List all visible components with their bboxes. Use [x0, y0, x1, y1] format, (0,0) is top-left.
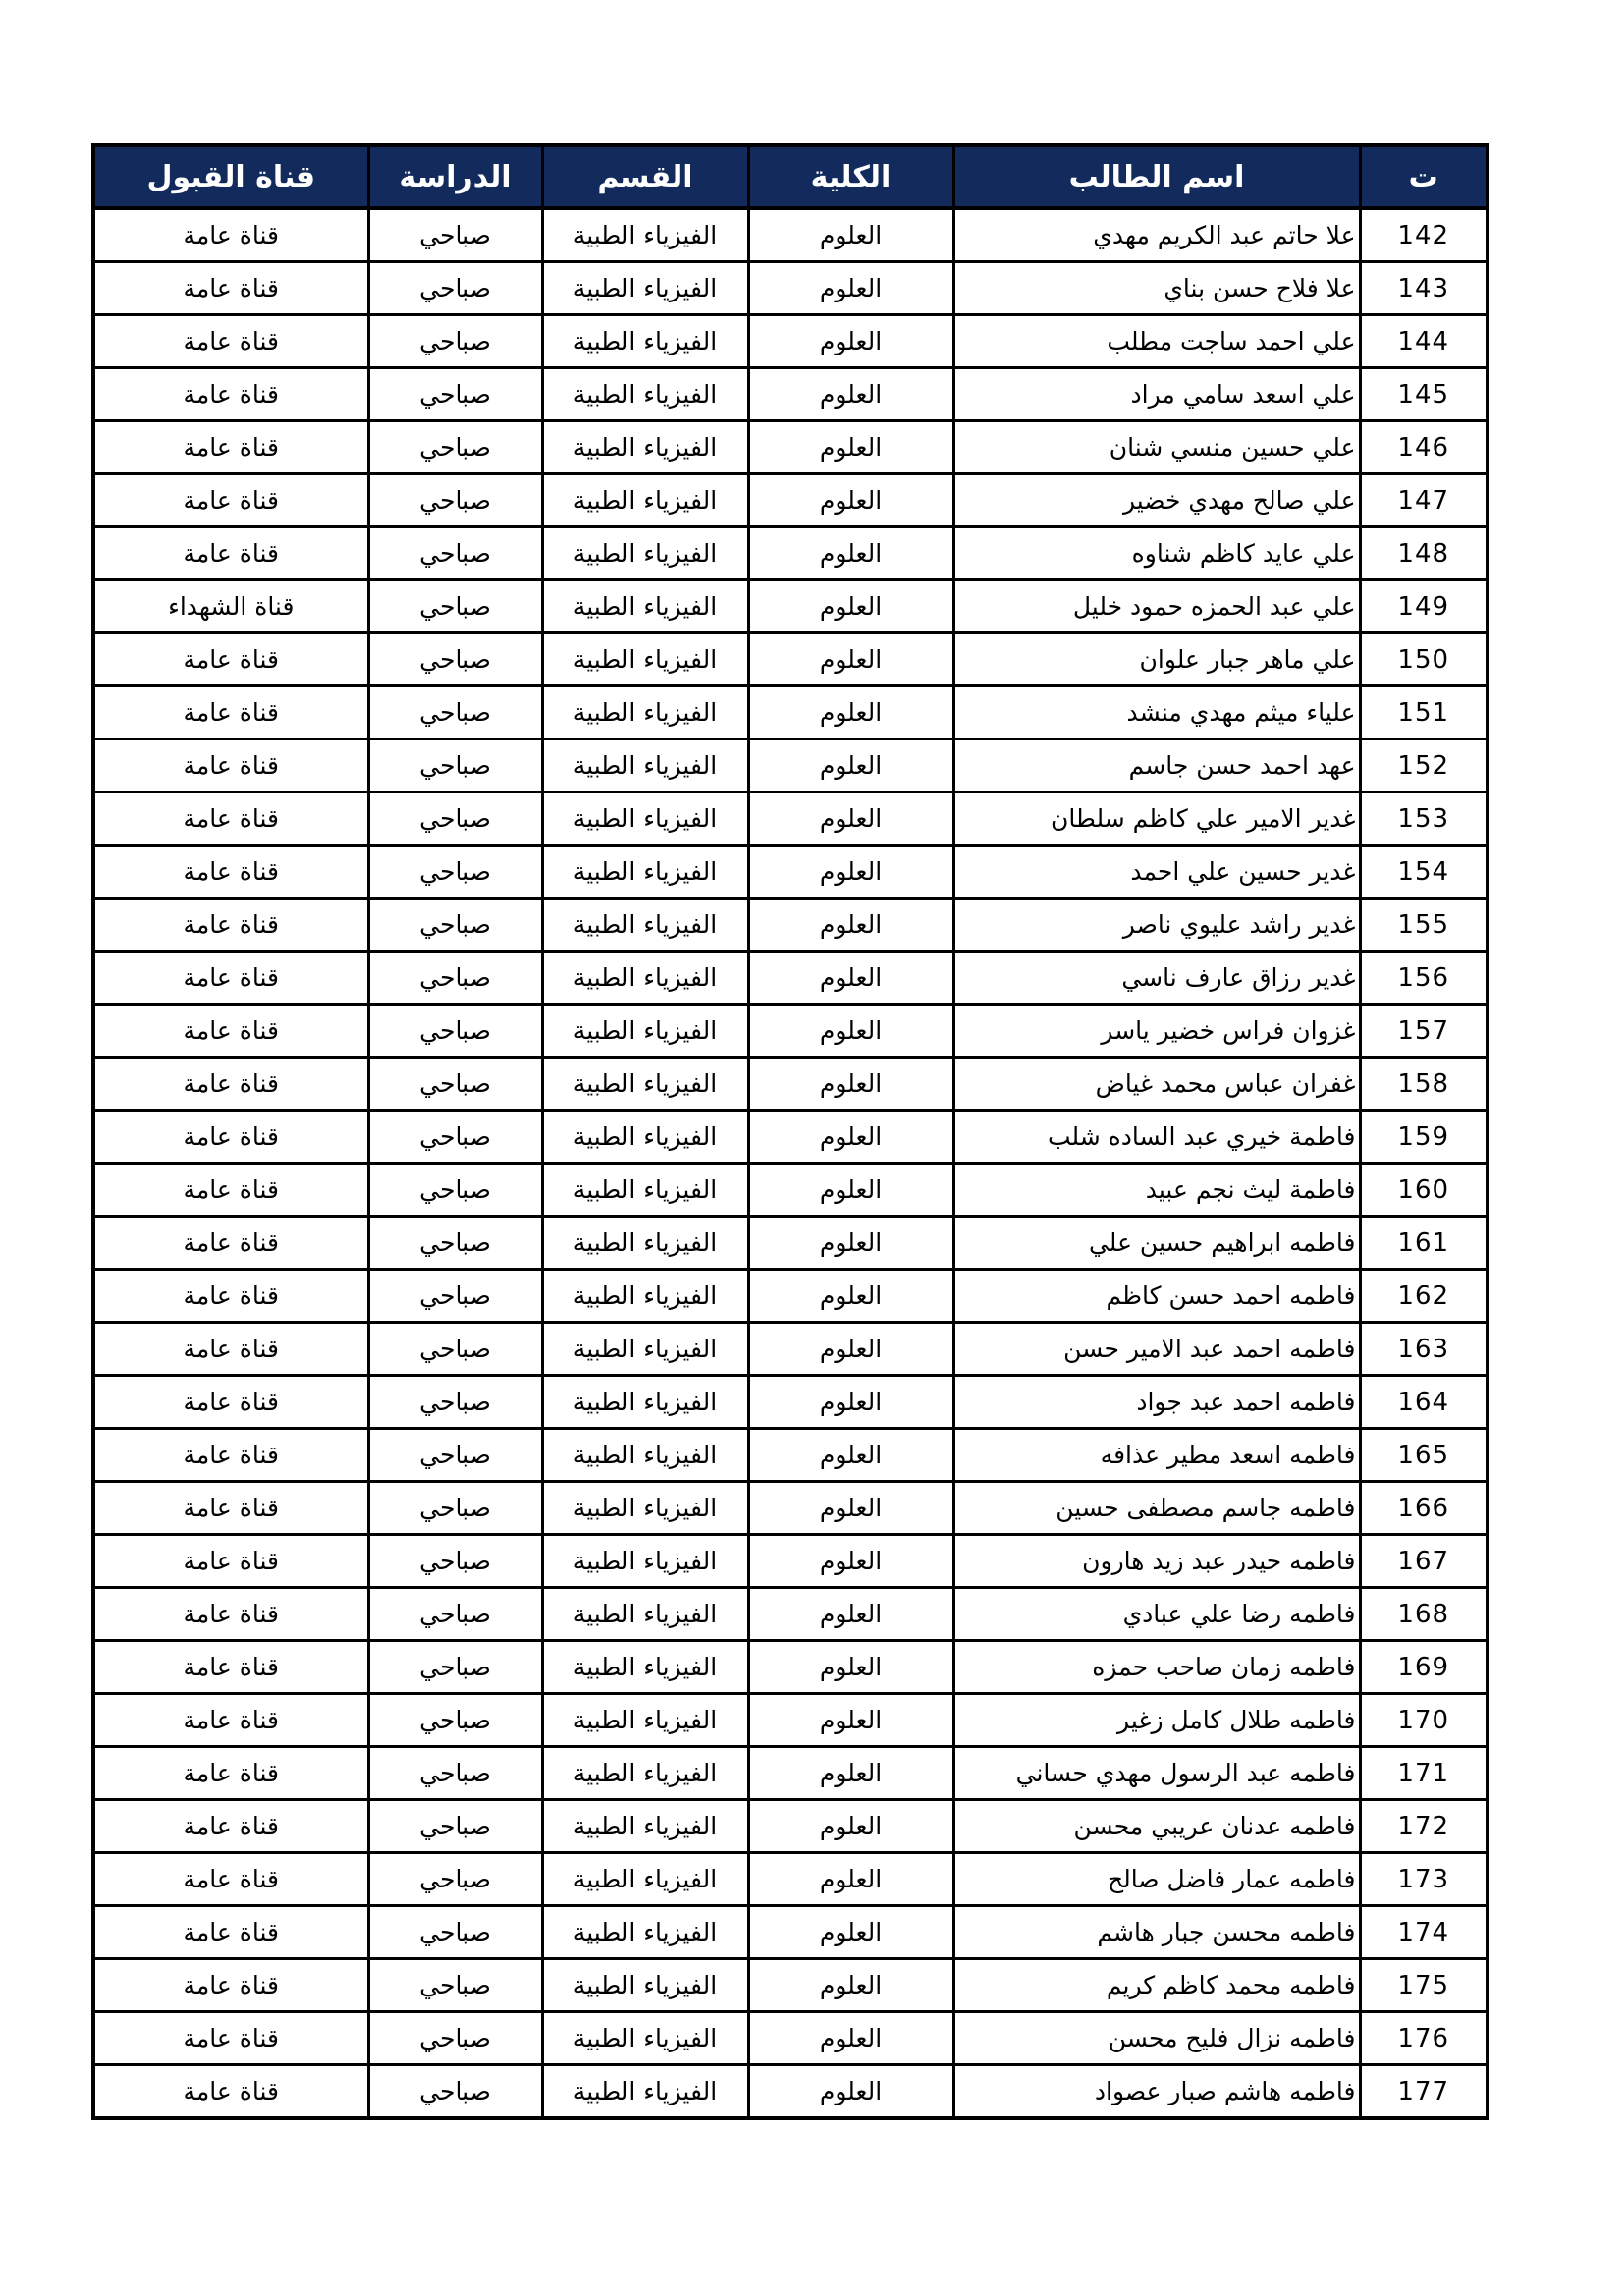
study-type-cell: صباحي — [368, 1959, 542, 2012]
table-row — [93, 262, 1488, 315]
study-type-cell: صباحي — [368, 1376, 542, 1429]
header-department: القسم — [542, 145, 748, 208]
student-name-cell: علي عبد الحمزه حمود خليل — [953, 580, 1360, 633]
admission-channel-cell: قناة عامة — [93, 1376, 368, 1429]
study-type-cell: صباحي — [368, 1853, 542, 1906]
admission-channel-cell: قناة عامة — [93, 1482, 368, 1535]
study-type-cell: صباحي — [368, 208, 542, 262]
admission-channel-cell: قناة عامة — [93, 1005, 368, 1058]
table-row — [93, 2065, 1488, 2119]
department-cell: الفيزياء الطبية — [542, 1906, 748, 1959]
row-number-cell: 156 — [1360, 952, 1488, 1005]
admission-channel-cell: قناة عامة — [93, 1270, 368, 1323]
admission-channel-cell: قناة عامة — [93, 208, 368, 262]
admission-channel-cell: قناة عامة — [93, 846, 368, 899]
department-cell: الفيزياء الطبية — [542, 1747, 748, 1800]
study-type-cell: صباحي — [368, 899, 542, 952]
table-row — [93, 1376, 1488, 1429]
admission-channel-cell: قناة عامة — [93, 2012, 368, 2065]
admission-channel-cell: قناة عامة — [93, 739, 368, 793]
table-row — [93, 474, 1488, 527]
row-number-cell: 176 — [1360, 2012, 1488, 2065]
study-type-cell: صباحي — [368, 527, 542, 580]
department-cell: الفيزياء الطبية — [542, 262, 748, 315]
college-cell: العلوم — [748, 527, 953, 580]
student-name-cell: فاطمه محسن جبار هاشم — [953, 1906, 1360, 1959]
college-cell: العلوم — [748, 1217, 953, 1270]
table-row — [93, 899, 1488, 952]
department-cell: الفيزياء الطبية — [542, 633, 748, 686]
college-cell: العلوم — [748, 1853, 953, 1906]
department-cell: الفيزياء الطبية — [542, 1270, 748, 1323]
student-name-cell: فاطمه اسعد مطير عذافه — [953, 1429, 1360, 1482]
college-cell: العلوم — [748, 1747, 953, 1800]
row-number-cell: 162 — [1360, 1270, 1488, 1323]
table-row — [93, 1217, 1488, 1270]
header-admission-channel: قناة القبول — [93, 145, 368, 208]
student-name-cell: فاطمه احمد حسن كاظم — [953, 1270, 1360, 1323]
college-cell: العلوم — [748, 1800, 953, 1853]
study-type-cell: صباحي — [368, 1535, 542, 1588]
admission-channel-cell: قناة عامة — [93, 793, 368, 846]
department-cell: الفيزياء الطبية — [542, 2065, 748, 2119]
table-row — [93, 1906, 1488, 1959]
student-name-cell: فاطمه احمد عبد الامير حسن — [953, 1323, 1360, 1376]
department-cell: الفيزياء الطبية — [542, 208, 748, 262]
admission-channel-cell: قناة عامة — [93, 1641, 368, 1694]
college-cell: العلوم — [748, 1429, 953, 1482]
college-cell: العلوم — [748, 315, 953, 368]
study-type-cell: صباحي — [368, 1588, 542, 1641]
admission-channel-cell: قناة عامة — [93, 1323, 368, 1376]
study-type-cell: صباحي — [368, 1217, 542, 1270]
department-cell: الفيزياء الطبية — [542, 1853, 748, 1906]
row-number-cell: 154 — [1360, 846, 1488, 899]
table-row — [93, 208, 1488, 262]
row-number-cell: 148 — [1360, 527, 1488, 580]
admission-channel-cell: قناة عامة — [93, 262, 368, 315]
table-row — [93, 1005, 1488, 1058]
table-row — [93, 1270, 1488, 1323]
study-type-cell: صباحي — [368, 262, 542, 315]
student-name-cell: فاطمه عبد الرسول مهدي حساني — [953, 1747, 1360, 1800]
study-type-cell: صباحي — [368, 686, 542, 739]
table-row — [93, 421, 1488, 474]
student-name-cell: علي احمد ساجت مطلب — [953, 315, 1360, 368]
student-name-cell: فاطمة خيري عبد الساده شلب — [953, 1111, 1360, 1164]
student-name-cell: غدير راشد عليوي ناصر — [953, 899, 1360, 952]
study-type-cell: صباحي — [368, 1694, 542, 1747]
department-cell: الفيزياء الطبية — [542, 2012, 748, 2065]
row-number-cell: 168 — [1360, 1588, 1488, 1641]
table-row — [93, 633, 1488, 686]
admission-channel-cell: قناة عامة — [93, 1853, 368, 1906]
study-type-cell: صباحي — [368, 580, 542, 633]
table-row — [93, 952, 1488, 1005]
college-cell: العلوم — [748, 899, 953, 952]
table-row — [93, 1111, 1488, 1164]
row-number-cell: 147 — [1360, 474, 1488, 527]
student-name-cell: علياء ميثم مهدي منشد — [953, 686, 1360, 739]
admission-channel-cell: قناة عامة — [93, 633, 368, 686]
admission-channel-cell: قناة عامة — [93, 686, 368, 739]
header-row — [93, 145, 1488, 208]
admission-channel-cell: قناة عامة — [93, 1217, 368, 1270]
study-type-cell: صباحي — [368, 952, 542, 1005]
student-name-cell: فاطمه هاشم صبار عصواد — [953, 2065, 1360, 2119]
student-name-cell: فاطمه عدنان عريبي محسن — [953, 1800, 1360, 1853]
row-number-cell: 158 — [1360, 1058, 1488, 1111]
row-number-cell: 160 — [1360, 1164, 1488, 1217]
department-cell: الفيزياء الطبية — [542, 1217, 748, 1270]
header-student-name: اسم الطالب — [953, 145, 1360, 208]
admission-channel-cell: قناة عامة — [93, 1535, 368, 1588]
admission-channel-cell: قناة عامة — [93, 315, 368, 368]
table-row — [93, 1535, 1488, 1588]
college-cell: العلوم — [748, 208, 953, 262]
department-cell: الفيزياء الطبية — [542, 1535, 748, 1588]
college-cell: العلوم — [748, 368, 953, 421]
college-cell: العلوم — [748, 1906, 953, 1959]
study-type-cell: صباحي — [368, 1641, 542, 1694]
college-cell: العلوم — [748, 793, 953, 846]
department-cell: الفيزياء الطبية — [542, 952, 748, 1005]
row-number-cell: 145 — [1360, 368, 1488, 421]
study-type-cell: صباحي — [368, 2012, 542, 2065]
department-cell: الفيزياء الطبية — [542, 899, 748, 952]
admission-channel-cell: قناة الشهداء — [93, 580, 368, 633]
row-number-cell: 165 — [1360, 1429, 1488, 1482]
table-row — [93, 1058, 1488, 1111]
row-number-cell: 153 — [1360, 793, 1488, 846]
row-number-cell: 174 — [1360, 1906, 1488, 1959]
header-row-number: ت — [1360, 145, 1488, 208]
table-row — [93, 1323, 1488, 1376]
admission-channel-cell: قناة عامة — [93, 952, 368, 1005]
row-number-cell: 149 — [1360, 580, 1488, 633]
study-type-cell: صباحي — [368, 474, 542, 527]
table-row — [93, 580, 1488, 633]
department-cell: الفيزياء الطبية — [542, 793, 748, 846]
student-name-cell: فاطمة ليث نجم عبيد — [953, 1164, 1360, 1217]
row-number-cell: 173 — [1360, 1853, 1488, 1906]
row-number-cell: 152 — [1360, 739, 1488, 793]
row-number-cell: 159 — [1360, 1111, 1488, 1164]
admission-channel-cell: قناة عامة — [93, 899, 368, 952]
admission-channel-cell: قناة عامة — [93, 527, 368, 580]
admission-channel-cell: قناة عامة — [93, 2065, 368, 2119]
study-type-cell: صباحي — [368, 793, 542, 846]
student-name-cell: غدير رزاق عارف ناسي — [953, 952, 1360, 1005]
row-number-cell: 166 — [1360, 1482, 1488, 1535]
table-row — [93, 2012, 1488, 2065]
table-row — [93, 1429, 1488, 1482]
department-cell: الفيزياء الطبية — [542, 1959, 748, 2012]
college-cell: العلوم — [748, 474, 953, 527]
row-number-cell: 164 — [1360, 1376, 1488, 1429]
table-row — [93, 793, 1488, 846]
study-type-cell: صباحي — [368, 1111, 542, 1164]
student-name-cell: علي عايد كاظم شناوه — [953, 527, 1360, 580]
department-cell: الفيزياء الطبية — [542, 739, 748, 793]
study-type-cell: صباحي — [368, 1429, 542, 1482]
student-name-cell: غزوان فراس خضير ياسر — [953, 1005, 1360, 1058]
department-cell: الفيزياء الطبية — [542, 1800, 748, 1853]
college-cell: العلوم — [748, 1005, 953, 1058]
student-name-cell: عهد احمد حسن جاسم — [953, 739, 1360, 793]
college-cell: العلوم — [748, 1694, 953, 1747]
table-row — [93, 1959, 1488, 2012]
college-cell: العلوم — [748, 1959, 953, 2012]
college-cell: العلوم — [748, 1323, 953, 1376]
table-row — [93, 1482, 1488, 1535]
study-type-cell: صباحي — [368, 1906, 542, 1959]
table-row — [93, 315, 1488, 368]
college-cell: العلوم — [748, 2012, 953, 2065]
department-cell: الفيزياء الطبية — [542, 686, 748, 739]
student-name-cell: غدير الامير علي كاظم سلطان — [953, 793, 1360, 846]
student-name-cell: فاطمه احمد عبد جواد — [953, 1376, 1360, 1429]
table-row — [93, 1694, 1488, 1747]
department-cell: الفيزياء الطبية — [542, 1164, 748, 1217]
department-cell: الفيزياء الطبية — [542, 1376, 748, 1429]
row-number-cell: 161 — [1360, 1217, 1488, 1270]
study-type-cell: صباحي — [368, 315, 542, 368]
department-cell: الفيزياء الطبية — [542, 1694, 748, 1747]
student-name-cell: علي اسعد سامي مراد — [953, 368, 1360, 421]
admission-channel-cell: قناة عامة — [93, 421, 368, 474]
college-cell: العلوم — [748, 1270, 953, 1323]
study-type-cell: صباحي — [368, 846, 542, 899]
college-cell: العلوم — [748, 421, 953, 474]
row-number-cell: 155 — [1360, 899, 1488, 952]
table-row — [93, 368, 1488, 421]
study-type-cell: صباحي — [368, 1482, 542, 1535]
college-cell: العلوم — [748, 1641, 953, 1694]
study-type-cell: صباحي — [368, 368, 542, 421]
department-cell: الفيزياء الطبية — [542, 1058, 748, 1111]
table-row — [93, 739, 1488, 793]
row-number-cell: 150 — [1360, 633, 1488, 686]
table-row — [93, 1641, 1488, 1694]
admission-channel-cell: قناة عامة — [93, 1694, 368, 1747]
college-cell: العلوم — [748, 1535, 953, 1588]
department-cell: الفيزياء الطبية — [542, 315, 748, 368]
college-cell: العلوم — [748, 1164, 953, 1217]
study-type-cell: صباحي — [368, 1747, 542, 1800]
admission-channel-cell: قناة عامة — [93, 474, 368, 527]
department-cell: الفيزياء الطبية — [542, 1641, 748, 1694]
table-row — [93, 1853, 1488, 1906]
admission-channel-cell: قناة عامة — [93, 1111, 368, 1164]
college-cell: العلوم — [748, 952, 953, 1005]
row-number-cell: 171 — [1360, 1747, 1488, 1800]
department-cell: الفيزياء الطبية — [542, 1588, 748, 1641]
student-name-cell: فاطمه محمد كاظم كريم — [953, 1959, 1360, 2012]
roster-table-body — [93, 208, 1488, 2118]
row-number-cell: 142 — [1360, 208, 1488, 262]
table-row — [93, 527, 1488, 580]
student-name-cell: فاطمه عمار فاضل صالح — [953, 1853, 1360, 1906]
row-number-cell: 151 — [1360, 686, 1488, 739]
college-cell: العلوم — [748, 846, 953, 899]
college-cell: العلوم — [748, 1482, 953, 1535]
study-type-cell: صباحي — [368, 1005, 542, 1058]
table-row — [93, 1588, 1488, 1641]
study-type-cell: صباحي — [368, 633, 542, 686]
student-roster-table — [91, 143, 1489, 2120]
admission-channel-cell: قناة عامة — [93, 1164, 368, 1217]
student-name-cell: فاطمه جاسم مصطفى حسين — [953, 1482, 1360, 1535]
admission-channel-cell: قناة عامة — [93, 1588, 368, 1641]
row-number-cell: 167 — [1360, 1535, 1488, 1588]
student-name-cell: غفران عباس محمد غياض — [953, 1058, 1360, 1111]
row-number-cell: 177 — [1360, 2065, 1488, 2119]
admission-channel-cell: قناة عامة — [93, 1747, 368, 1800]
student-name-cell: فاطمه رضا علي عبادي — [953, 1588, 1360, 1641]
department-cell: الفيزياء الطبية — [542, 846, 748, 899]
student-name-cell: علي صالح مهدي خضير — [953, 474, 1360, 527]
college-cell: العلوم — [748, 686, 953, 739]
admission-channel-cell: قناة عامة — [93, 1906, 368, 1959]
department-cell: الفيزياء الطبية — [542, 1429, 748, 1482]
header-college: الكلية — [748, 145, 953, 208]
student-name-cell: علي ماهر جبار علوان — [953, 633, 1360, 686]
row-number-cell: 146 — [1360, 421, 1488, 474]
study-type-cell: صباحي — [368, 1800, 542, 1853]
student-name-cell: فاطمه نزال فليح محسن — [953, 2012, 1360, 2065]
department-cell: الفيزياء الطبية — [542, 527, 748, 580]
college-cell: العلوم — [748, 2065, 953, 2119]
department-cell: الفيزياء الطبية — [542, 1111, 748, 1164]
department-cell: الفيزياء الطبية — [542, 474, 748, 527]
study-type-cell: صباحي — [368, 1164, 542, 1217]
row-number-cell: 172 — [1360, 1800, 1488, 1853]
table-row — [93, 1164, 1488, 1217]
department-cell: الفيزياء الطبية — [542, 1482, 748, 1535]
department-cell: الفيزياء الطبية — [542, 580, 748, 633]
table-row — [93, 1747, 1488, 1800]
admission-channel-cell: قناة عامة — [93, 1058, 368, 1111]
student-name-cell: فاطمه ابراهيم حسين علي — [953, 1217, 1360, 1270]
study-type-cell: صباحي — [368, 2065, 542, 2119]
header-study-type: الدراسة — [368, 145, 542, 208]
student-name-cell: علا حاتم عبد الكريم مهدي — [953, 208, 1360, 262]
student-name-cell: علي حسين منسي شنان — [953, 421, 1360, 474]
admission-channel-cell: قناة عامة — [93, 1959, 368, 2012]
study-type-cell: صباحي — [368, 421, 542, 474]
college-cell: العلوم — [748, 1058, 953, 1111]
study-type-cell: صباحي — [368, 1058, 542, 1111]
table-row — [93, 846, 1488, 899]
study-type-cell: صباحي — [368, 739, 542, 793]
college-cell: العلوم — [748, 1376, 953, 1429]
admission-channel-cell: قناة عامة — [93, 368, 368, 421]
college-cell: العلوم — [748, 1588, 953, 1641]
department-cell: الفيزياء الطبية — [542, 1323, 748, 1376]
admission-channel-cell: قناة عامة — [93, 1800, 368, 1853]
student-name-cell: فاطمه طلال كامل زغير — [953, 1694, 1360, 1747]
row-number-cell: 143 — [1360, 262, 1488, 315]
department-cell: الفيزياء الطبية — [542, 421, 748, 474]
student-name-cell: غدير حسين علي احمد — [953, 846, 1360, 899]
row-number-cell: 170 — [1360, 1694, 1488, 1747]
row-number-cell: 144 — [1360, 315, 1488, 368]
table-row — [93, 1800, 1488, 1853]
department-cell: الفيزياء الطبية — [542, 1005, 748, 1058]
study-type-cell: صباحي — [368, 1270, 542, 1323]
row-number-cell: 169 — [1360, 1641, 1488, 1694]
college-cell: العلوم — [748, 739, 953, 793]
study-type-cell: صباحي — [368, 1323, 542, 1376]
row-number-cell: 163 — [1360, 1323, 1488, 1376]
college-cell: العلوم — [748, 580, 953, 633]
college-cell: العلوم — [748, 262, 953, 315]
row-number-cell: 175 — [1360, 1959, 1488, 2012]
college-cell: العلوم — [748, 1111, 953, 1164]
student-name-cell: فاطمه حيدر عبد زيد هارون — [953, 1535, 1360, 1588]
college-cell: العلوم — [748, 633, 953, 686]
admission-channel-cell: قناة عامة — [93, 1429, 368, 1482]
student-name-cell: فاطمه زمان صاحب حمزه — [953, 1641, 1360, 1694]
row-number-cell: 157 — [1360, 1005, 1488, 1058]
student-name-cell: علا فلاح حسن بناي — [953, 262, 1360, 315]
department-cell: الفيزياء الطبية — [542, 368, 748, 421]
table-row — [93, 686, 1488, 739]
